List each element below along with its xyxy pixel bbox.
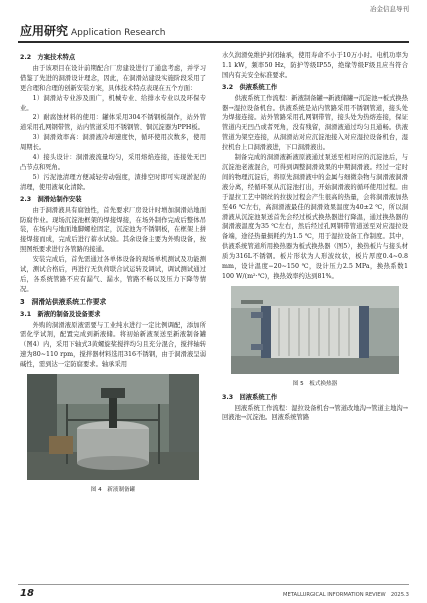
figure-5	[222, 286, 408, 390]
section-cn: 应用研究	[20, 24, 69, 38]
paragraph: 由于该项目在设计前期配合厂房建设进行了通盘考虑，并学习借鉴了先进的洞滑设计理念，因此，在洞滑站建设实施阶段采用了更合理和合理的创新安装方案，具体技术特点表现在五个方面：	[20, 64, 206, 92]
paragraph: 2）耐腐蚀材料的使用：罐体采用304不锈钢板制作，站外管道采用孔网钢带管，站内管道采用不锈钢管、铜沉淀器为PPH板。	[20, 114, 206, 132]
paragraph: 4）接头设计：洞滑液流量均匀，采用熔焰连接，连接处无凹凸节点和死角。	[20, 154, 206, 171]
left-column	[20, 51, 206, 499]
paragraph: 1）洞滑站专业涉及面广，机械专业、给排水专业以及环保专业。	[20, 94, 206, 112]
paragraph: 回液系统工作流程：湿拉设备机台→管道改地沟→管道主地沟→回液池→沉淀池。回液系统管路	[222, 404, 408, 422]
section-en: Application Research	[71, 28, 166, 38]
figure-5-caption: 图 5 板式换热器	[292, 380, 338, 387]
paragraph: 5）污泥池清理方便减轻劳动强度，渣排空时即可实现淤泥的清理，使用液氧化清除。	[20, 173, 206, 191]
heading-3-2: 3.2 供液系统工作	[222, 83, 278, 91]
heading-3: 3 洞滑站供液系统工作要求	[20, 297, 107, 306]
page-number: 18	[20, 588, 34, 599]
section-title	[20, 22, 165, 39]
paragraph: 3）洞滑效率高：洞滑液冷却速度快，循环使用次数多，使用周期长。	[20, 134, 206, 152]
figure-4	[20, 374, 206, 496]
right-column	[222, 51, 408, 423]
figure-4-caption: 图 4 新液制备罐	[90, 487, 136, 493]
tank-photo-image	[27, 374, 199, 480]
paragraph: 制备完成的洞滑液新液原液通过泵送至相对应的沉淀池后，与沉淀池老液混合，可得到调整洞滑效果的中期洞滑液。经过一定时间的物理沉淀后，将原先洞滑液中的金属与细微杂物与洞滑液洞滑液分离，经循环泵从沉淀池打出，开始洞滑液的循环使用过程。由于湿拉工艺中钢丝的拉拔过程会产生很高的热量，会将洞滑液加热至46 ℃左右，高洞滑液最佳的洞滑效果温度为40±2 ℃，所以洞滑液从沉淀池泵送首先会经过板式换热器进行降温，通过换热器的洞滑液温度为35 ℃左右，然后经过孔网钢带管道送至对应湿拉设备端，途径热量损耗约为1.5 ℃，用于湿拉设备工作制度。其中，供液系统管道所用换热器为板式换热器（图5），换热板片与接头材质为316L不锈钢。板片形状为人形波纹状，板片厚度0.4~0.8 mm，设计温度−20~150 ℃，设计压力2.5 MPa，换热系数1 100 W/(m²·℃)，换热效率约达到81%。	[222, 154, 408, 280]
heat-exchanger-image	[231, 286, 399, 374]
heading-2-3: 2.3 洞滑站制作安装	[20, 195, 82, 203]
footer-journal: METALLURGICAL INFORMATION REVIEW 2025.3	[283, 592, 409, 598]
page-header	[0, 0, 427, 48]
heading-2-2: 2.2 方案技术特点	[20, 54, 76, 61]
paragraph: 由于洞滑液具有腐蚀性，首先要求厂房设计时增加洞滑站地面防腐作业。现场沉淀池框架的焊接焊接，在场外制作完成后整体吊装，在场内与地面地脚螺栓固定，沉淀池为不锈钢板，在框架上拼接焊接而成，完成后进行蓄水试验。其余设备主要为外购设备，按照图纸要求进行各管路的接通。	[20, 206, 206, 254]
heading-3-1: 3.1 新液的制备及设备要求	[20, 310, 101, 318]
footer-rule	[18, 584, 409, 585]
paragraph: 供液系统工作流程：新液制备罐→新液储罐→沉淀池→板式换热器→湿拉设备机台。供液系统是站内管路采用不锈钢管道，接头处为焊接连接。站外管路采用孔网钢带管，接头处为热熔连接，保证管道内无凹凸或者死角，没有残留，洞滑液通过均匀且通畅。供液管道为架空连接，从洞滑站对应沉淀池接入对应湿拉设备机台，湿拉机台上口洞滑液进，下口洞滑液出。	[222, 94, 408, 152]
journal-name: 冶金信息导刊	[370, 5, 409, 13]
header-rule	[18, 41, 409, 43]
heading-3-3: 3.3 回液系统工作	[222, 393, 278, 401]
paragraph: 安装完成后，首先需通过各单体设备的现场单机测试及功能测试，测试合格后，再进行无负荷联合试运转及调试，调试测试通过后，各系统管路不应有漏气、漏水，管路不畅以及压力下降等情况。	[20, 256, 206, 293]
paragraph: 外购的洞滑液原液需要与工业纯水进行一定比例调配，添加所需化学试剂，配置完成到新液储。将初始新液泵送至新液制备罐（图4）内，采用下轴式3黄螺旋桨搅拌均匀且充分混合，搅拌轴转速为80~110 rpm，搅拌器材料选用316不锈钢，由于洞滑液呈弱碱性，需到达一定防腐要求。轴承采用	[20, 321, 206, 369]
paragraph: 水久润滑免维护封闭轴承，使用寿命不小于10万小时。电机功率为1.1 kW，频率50 Hz，防护等级IP55，绝缘等级F级且应当符合国内有关安全标准要求。	[222, 52, 408, 79]
